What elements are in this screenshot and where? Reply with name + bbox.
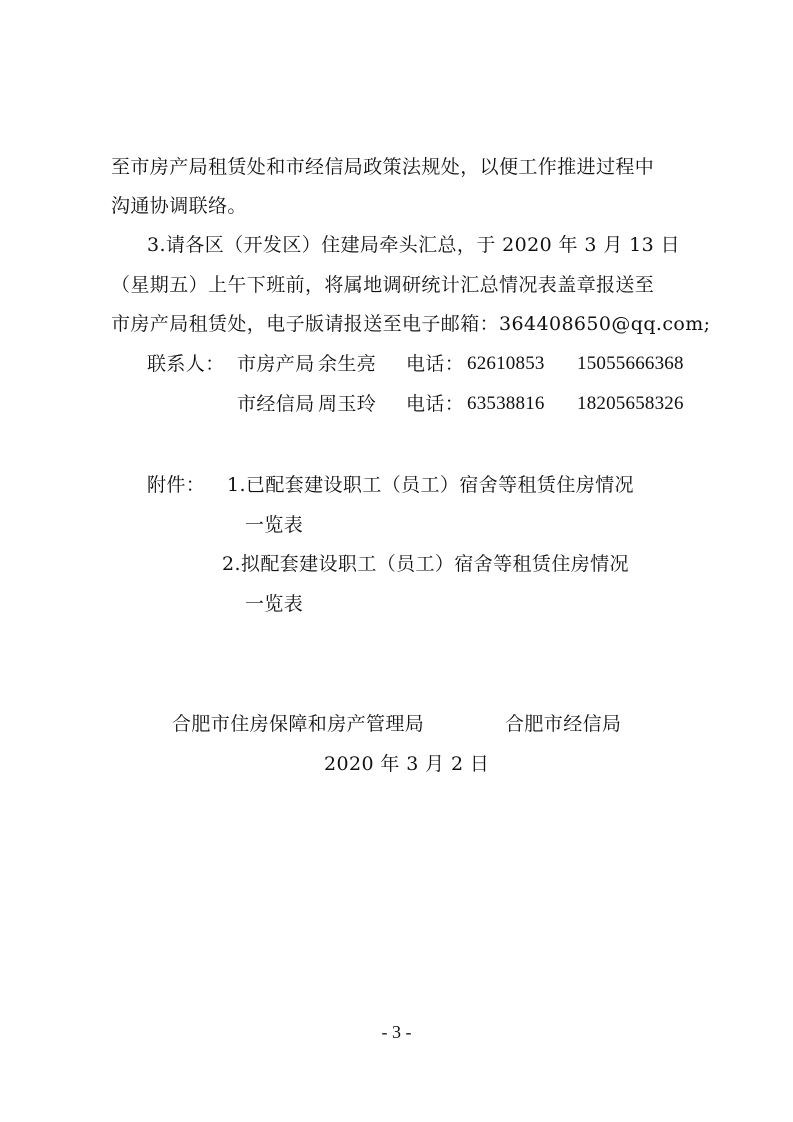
paragraph-1-line-1: 至市房产局租赁处和市经信局政策法规处，以便工作推进过程中: [111, 156, 655, 178]
attachment-1-line-1: 1.已配套建设职工（员工）宿舍等租赁住房情况: [227, 474, 634, 496]
signature-date: 2020 年 3 月 2 日: [324, 753, 490, 775]
paragraph-1-line-2: 沟通协调联络。: [111, 195, 247, 217]
page-number: - 3 -: [381, 1022, 412, 1042]
contact-1-phone-1: 62610853: [467, 353, 545, 374]
contact-2-phone-1: 63538816: [467, 393, 545, 414]
contact-1-phone-2: 15055666368: [577, 353, 684, 374]
contact-1-phone-label: 电话：: [406, 353, 465, 375]
attachment-2-line-1: 2.拟配套建设职工（员工）宿舍等租赁住房情况: [222, 553, 629, 575]
attachments-label: 附件：: [147, 474, 206, 496]
contact-2-department: 市经信局: [237, 393, 315, 415]
contact-1-department: 市房产局: [237, 353, 315, 375]
paragraph-2-line-1: 3.请各区（开发区）住建局牵头汇总，于 2020 年 3 月 13 日: [147, 234, 680, 256]
contact-1-name: 余生亮: [318, 353, 377, 375]
signature-org-2: 合肥市经信局: [505, 713, 622, 735]
contacts-label: 联系人：: [147, 353, 225, 375]
contact-2-phone-2: 18205658326: [577, 393, 684, 414]
attachment-1-line-2: 一览表: [245, 514, 304, 536]
contact-2-name: 周玉玲: [318, 393, 377, 415]
attachment-2-line-2: 一览表: [245, 593, 304, 615]
paragraph-2-line-2: （星期五）上午下班前，将属地调研统计汇总情况表盖章报送至: [111, 274, 655, 296]
contact-2-phone-label: 电话：: [406, 393, 465, 415]
signature-org-1: 合肥市住房保障和房产管理局: [172, 713, 425, 735]
paragraph-2-line-3: 市房产局租赁处，电子版请报送至电子邮箱：364408650@qq.com;: [111, 313, 711, 335]
